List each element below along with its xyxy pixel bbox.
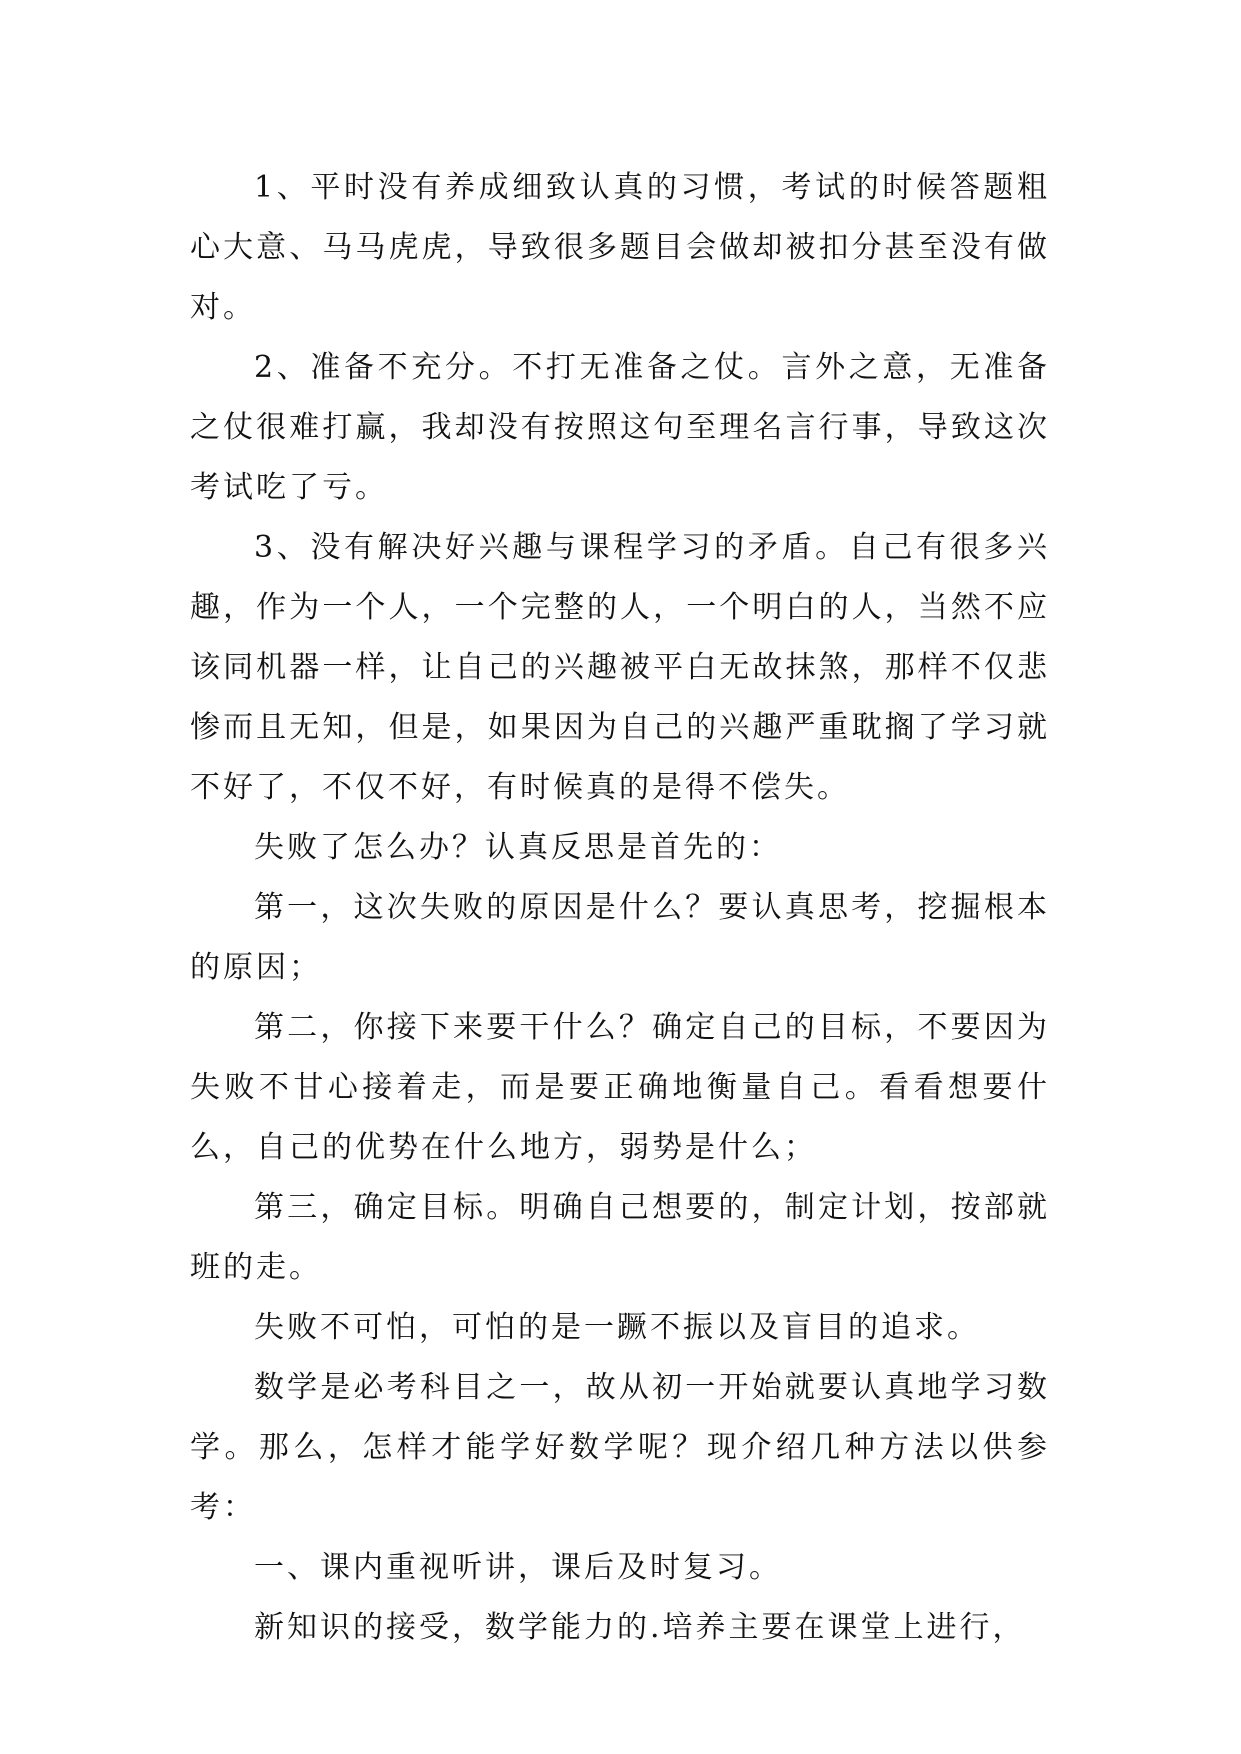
- paragraph-method-heading-1: 一、课内重视听讲，课后及时复习。: [254, 1550, 782, 1585]
- paragraph-method-text-1: 新知识的接受，数学能力的.培养主要在课堂上进行，: [254, 1610, 1026, 1645]
- paragraph-math-intro: 数学是必考科目之一，故从初一开始就要认真地学习数学。那么，怎样才能学好数学呢？现介绍几种方法以供参考：: [190, 1370, 1050, 1525]
- document-body: [190, 158, 1050, 1658]
- paragraph-failure-summary: 失败不可怕，可怕的是一蹶不振以及盲目的追求。: [254, 1310, 980, 1345]
- paragraph-step-2: 第二，你接下来要干什么？确定自己的目标，不要因为失败不甘心接着走，而是要正确地衡量自己。看看想要什么，自己的优势在什么地方，弱势是什么；: [190, 1010, 1050, 1165]
- paragraph-reason-2: 2、准备不充分。不打无准备之仗。言外之意，无准备之仗很难打赢，我却没有按照这句至理名言行事，导致这次考试吃了亏。: [190, 350, 1050, 505]
- paragraph-step-3: 第三，确定目标。明确自己想要的，制定计划，按部就班的走。: [190, 1190, 1050, 1285]
- paragraph-reason-3: 3、没有解决好兴趣与课程学习的矛盾。自己有很多兴趣，作为一个人，一个完整的人，一个明白的人，当然不应该同机器一样，让自己的兴趣被平白无故抹煞，那样不仅悲惨而且无知，但是，如果因为自己的兴趣严重耽搁了学习就不好了，不仅不好，有时候真的是得不偿失。: [190, 530, 1050, 805]
- paragraph-step-1: 第一，这次失败的原因是什么？要认真思考，挖掘根本的原因；: [190, 890, 1050, 985]
- paragraph-reason-1: 1、平时没有养成细致认真的习惯，考试的时候答题粗心大意、马马虎虎，导致很多题目会做却被扣分甚至没有做对。: [190, 170, 1050, 325]
- paragraph-reflection-intro: 失败了怎么办？认真反思是首先的：: [254, 830, 782, 865]
